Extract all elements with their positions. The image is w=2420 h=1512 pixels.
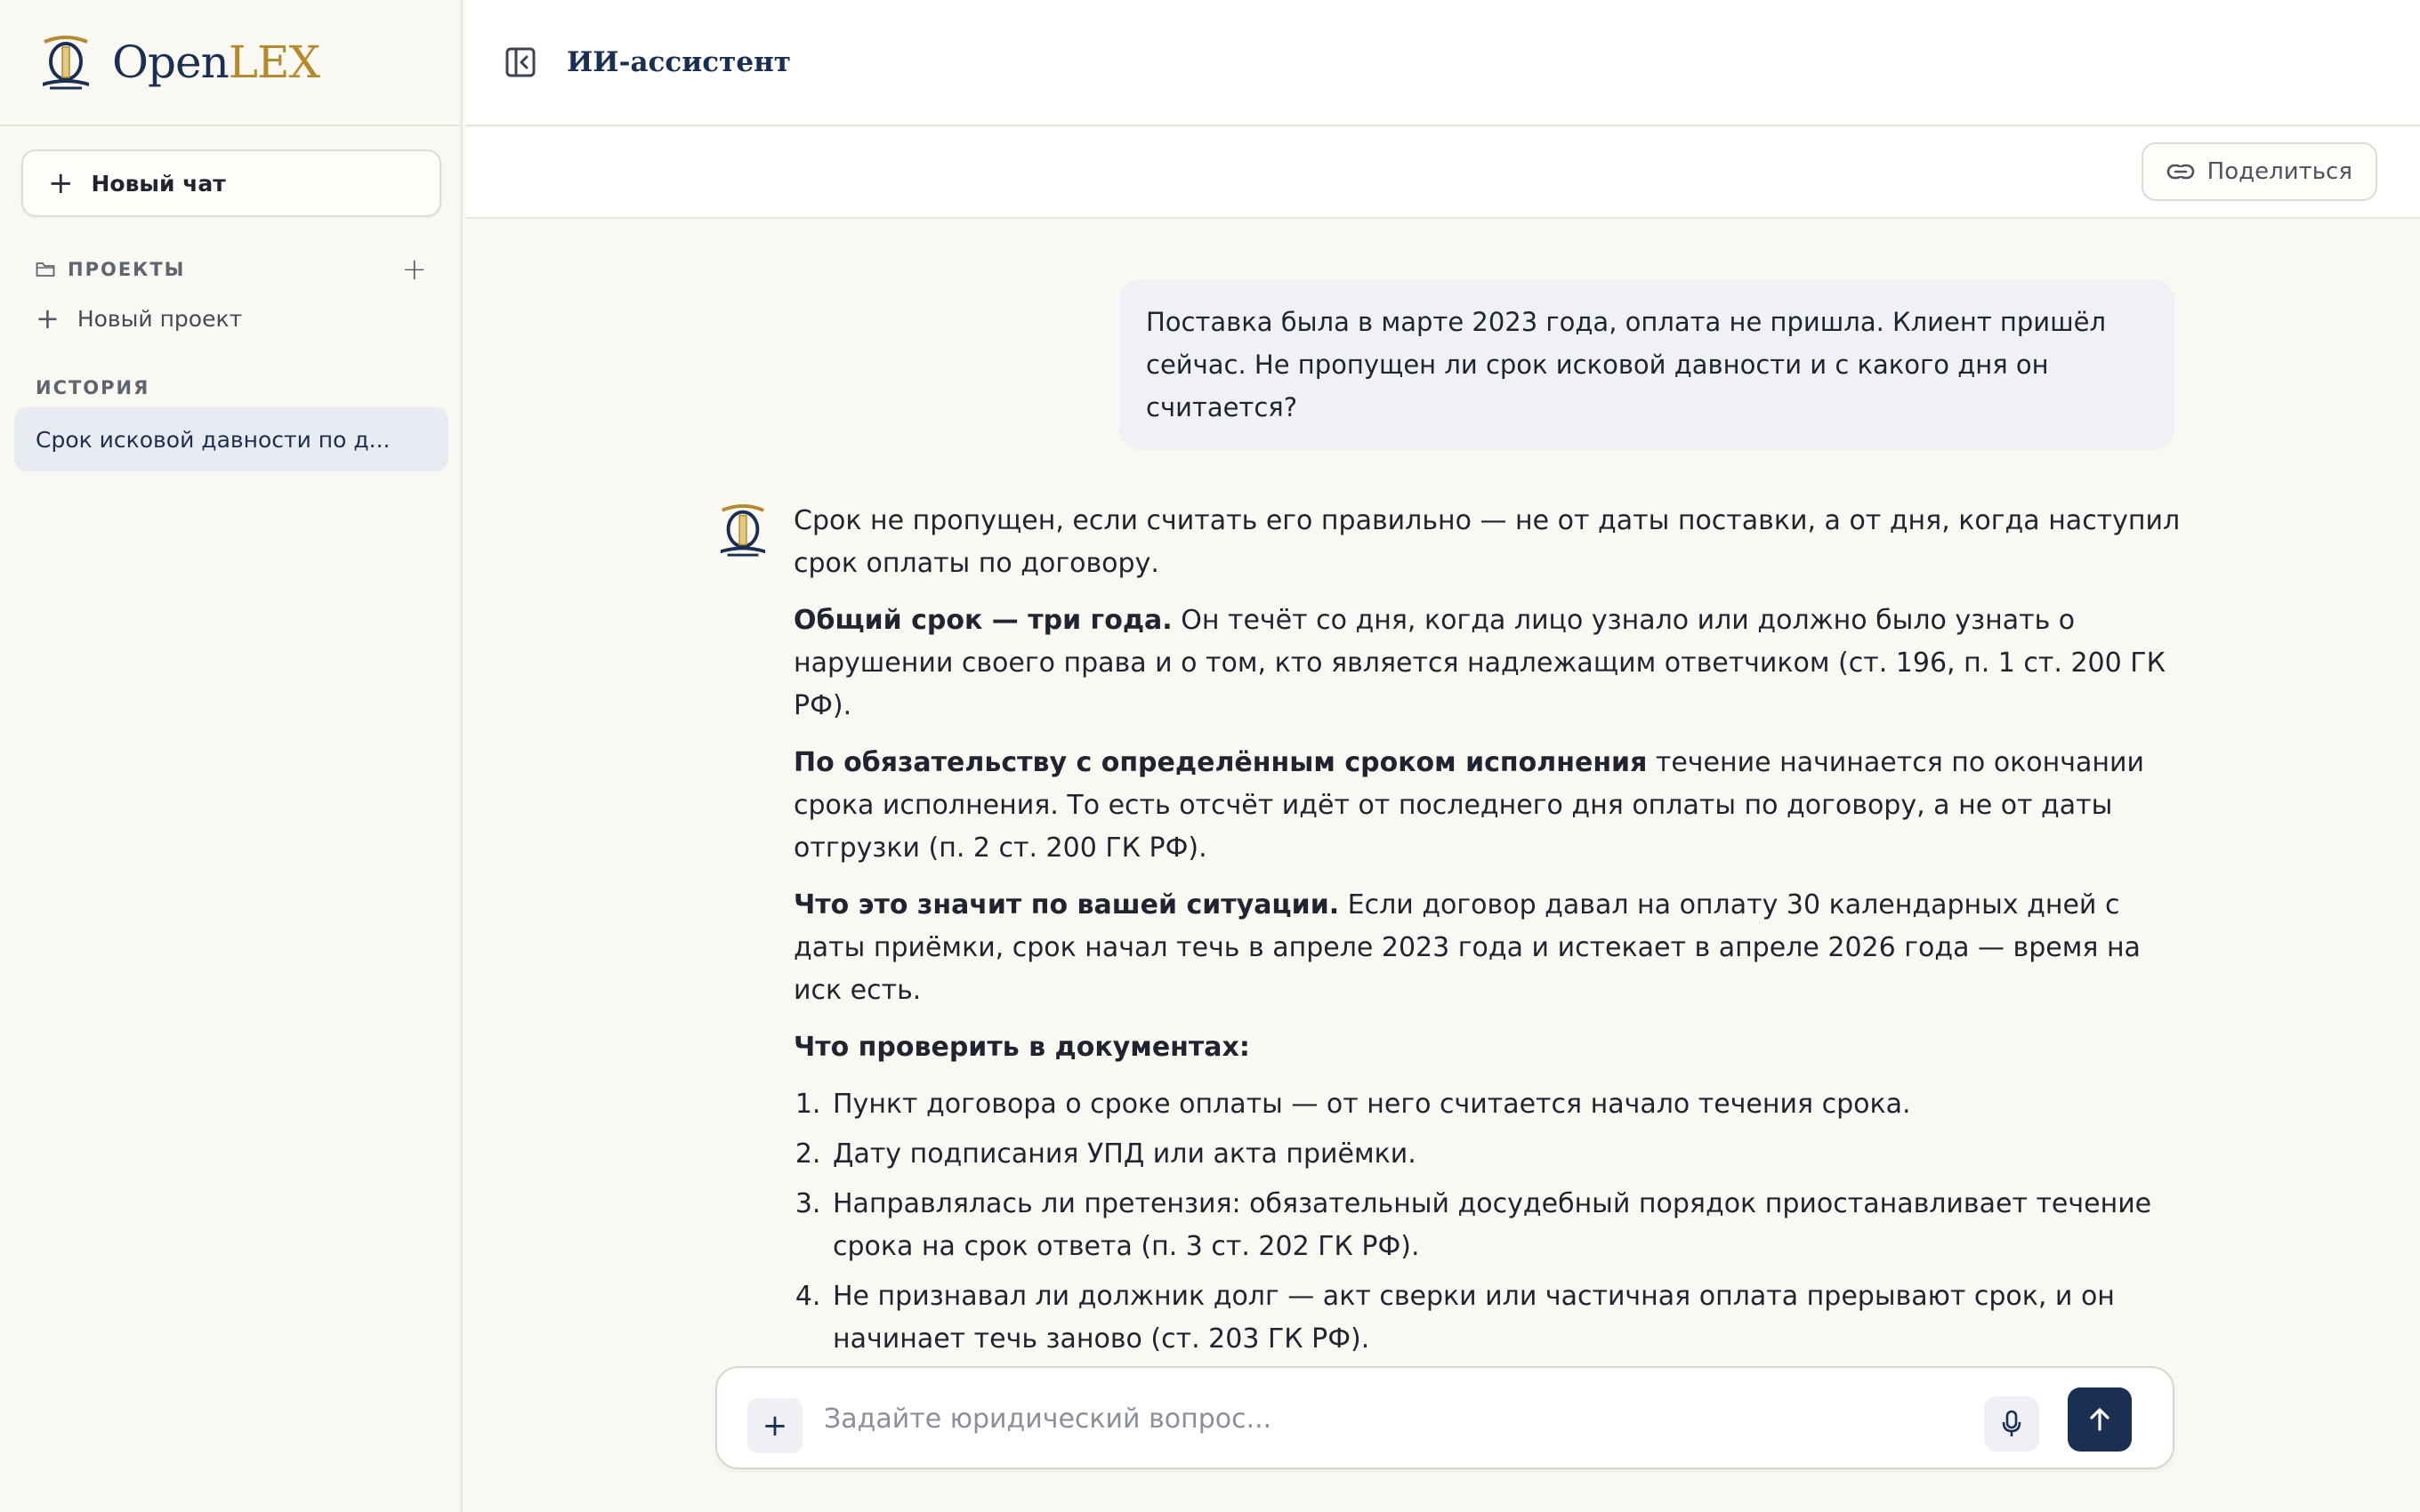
projects-section-header — [36, 254, 427, 285]
brand-name: OpenLEX — [112, 36, 320, 88]
sidebar-toggle-button[interactable] — [503, 44, 538, 80]
answer-paragraph: Общий срок — три года. Он течёт со дня, когда лицо узнало или должно было узнать о нарушении своего права и о том, кто является надлежащим ответчиком (ст. 196, п. 1 ст. 200 ГК РФ). — [794, 605, 2166, 721]
list-item: 3. Направлялась ли претензия: обязательный досудебный порядок приостанавливает течение срока на срок ответа (п. 3 ст. 202 ГК РФ). — [829, 1183, 2182, 1268]
answer-intro: Срок не пропущен, если считать его правильно — не от даты поставки, а от дня, когда наступил срок оплаты по договору. — [794, 505, 2181, 579]
voice-input-button[interactable] — [1984, 1396, 2039, 1452]
checklist-heading: Что проверить в документах: — [794, 1032, 1250, 1063]
sidebar-collapse-icon — [504, 46, 536, 78]
list-item: 1. Пункт договора о сроке оплаты — от него считается начало течения срока. — [829, 1083, 2182, 1126]
history-section-header — [36, 377, 149, 398]
history-heading: ИСТОРИЯ — [36, 377, 150, 398]
send-button[interactable] — [2068, 1387, 2132, 1452]
assistant-avatar-icon — [717, 502, 769, 559]
new-chat-label: Новый чат — [91, 170, 226, 197]
add-project-icon[interactable]: + — [401, 252, 427, 287]
new-project-label: Новый проект — [77, 305, 243, 332]
new-project-button[interactable] — [36, 304, 242, 333]
message-composer — [715, 1366, 2174, 1469]
brand[interactable] — [0, 0, 460, 126]
plus-icon: + — [48, 165, 74, 201]
user-message: Поставка была в марте 2023 года, оплата не пришла. Клиент пришёл сейчас. Не пропущен ли срок исковой давности и с какого дня он считается? — [1119, 279, 2174, 450]
page-title: ИИ-ассистент — [567, 46, 791, 78]
answer-paragraph: Что это значит по вашей ситуации. Если договор давал на оплату 30 календарных дней с даты приёмки, срок начал течь в апреле 2023 года и истекает в апреле 2026 года — время на иск есть. — [794, 889, 2141, 1006]
sidebar — [0, 0, 463, 1512]
chat-toolbar — [465, 128, 2420, 219]
openlex-logo-icon — [39, 33, 93, 92]
new-chat-button[interactable] — [21, 149, 441, 217]
checklist — [829, 1083, 2182, 1361]
list-item: 4. Не признавал ли должник долг — акт сверки или частичная оплата прерывают срок, и он начинает течь заново (ст. 203 ГК РФ). — [829, 1275, 2182, 1361]
attach-button[interactable] — [747, 1398, 803, 1453]
question-input[interactable] — [824, 1391, 1803, 1446]
arrow-up-icon — [2085, 1405, 2114, 1434]
assistant-content — [794, 500, 2182, 1475]
projects-heading: ПРОЕКТЫ — [68, 259, 186, 280]
plus-icon: + — [36, 302, 60, 335]
link-icon — [2166, 163, 2195, 181]
share-label: Поделиться — [2206, 158, 2352, 185]
share-button[interactable] — [2142, 142, 2377, 201]
folder-icon — [36, 261, 55, 278]
history-item-label: Срок исковой давности по д... — [36, 426, 391, 453]
list-item: 2. Дату подписания УПД или акта приёмки. — [829, 1133, 2182, 1176]
history-item[interactable] — [14, 407, 448, 471]
top-bar — [465, 0, 2420, 126]
plus-icon: + — [762, 1408, 788, 1444]
answer-paragraph: По обязательству с определённым сроком исполнения течение начинается по окончании срока исполнения. То есть отсчёт идёт от последнего дня оплаты по договору, а не от даты отгрузки (п. 2 ст. 200 ГК РФ). — [794, 747, 2144, 864]
microphone-icon — [2001, 1410, 2022, 1438]
